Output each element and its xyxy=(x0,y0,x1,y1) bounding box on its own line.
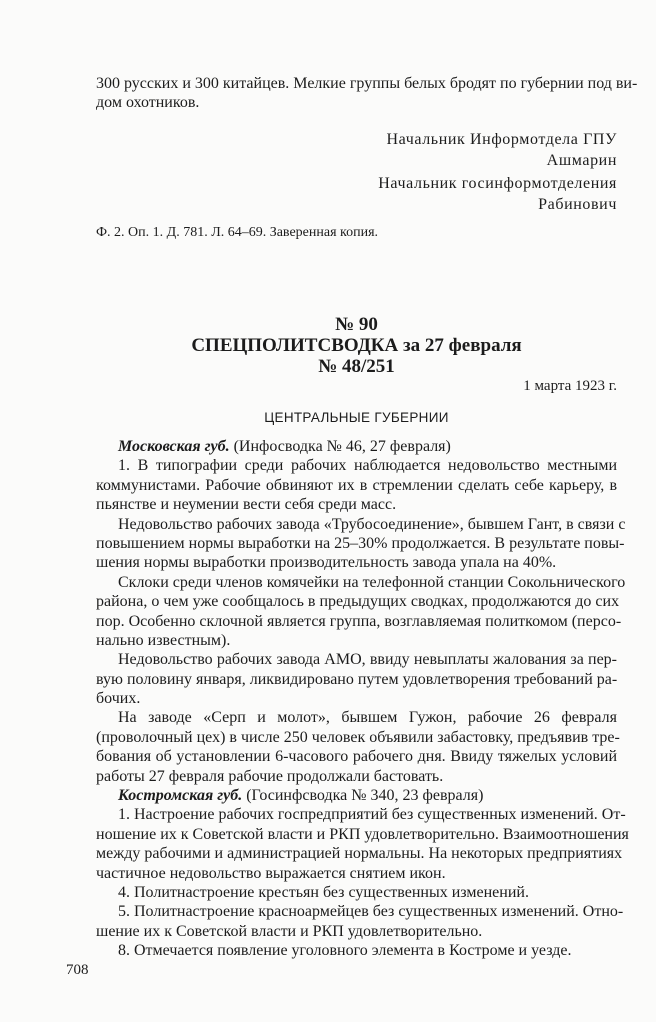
text-line: бования об установлении 6-часового рабочего дня. Ввиду тяжелых условий xyxy=(96,748,617,766)
text-line: (проволочный цех) в числе 250 человек объявили забастовку, предъявив тре- xyxy=(96,728,620,746)
document-sub-number: № 48/251 xyxy=(318,356,395,377)
region-source: (Госинфсводка № 340, 23 февраля) xyxy=(242,787,484,805)
regions xyxy=(96,437,629,961)
text-line: пор. Особенно склочной является группа, возглавляемая политкомом (персо- xyxy=(96,612,622,630)
text-line: Недовольство рабочих завода «Трубосоединение», бывшем Гант, в связи с xyxy=(118,515,626,533)
signature-block xyxy=(96,129,617,215)
region-source: (Инфосводка № 46, 27 февраля) xyxy=(229,438,451,455)
text-line: частичное недовольство выражается снятием икон. xyxy=(96,864,446,882)
document-date: 1 марта 1923 г. xyxy=(523,378,617,394)
text-line: 5. Политнастроение красноармейцев без существенных изменений. Отно- xyxy=(118,903,624,921)
paragraph xyxy=(96,883,617,902)
document-number: № 90 xyxy=(335,314,378,335)
text-line: пьянстве и неумении вести себя среди масс. xyxy=(96,496,397,514)
document-header xyxy=(96,314,617,377)
text-line: работы 27 февраля рабочие продолжали бастовать. xyxy=(96,767,444,785)
paragraph xyxy=(96,573,626,651)
signature-title: Начальник госинформотделения xyxy=(378,175,617,192)
text-line: дом охотников. xyxy=(96,94,200,112)
page-number: 708 xyxy=(66,962,89,978)
text-line: нально известным). xyxy=(96,631,231,649)
text-line: района, о чем уже сообщалось в предыдущих сводках, продолжаются до сих xyxy=(96,593,620,611)
text-line: вую половину января, ликвидировано путем удовлетворения требований ра- xyxy=(96,670,618,688)
text-line: бочих. xyxy=(96,690,141,708)
region-heading xyxy=(96,437,617,456)
paragraph xyxy=(96,515,626,573)
text-line: повышением нормы выработки на 25–30% продолжается. В результате повы- xyxy=(96,534,625,552)
text-line: 300 русских и 300 китайцев. Мелкие группы белых бродят по губернии под ви- xyxy=(96,75,638,92)
region-name: Московская губ. xyxy=(118,438,230,455)
text-line: На заводе «Серп и молот», бывшем Гужон, рабочие 26 февраля xyxy=(118,709,617,727)
text-line: Недовольство рабочих завода АМО, ввиду невыплаты жалования за пер- xyxy=(118,651,617,669)
text-line: Склоки среди членов комячейки на телефонной станции Сокольнического xyxy=(118,573,626,591)
paragraph xyxy=(96,708,620,786)
text-line: шение их к Советской власти и РКП удовлетворительно. xyxy=(96,922,483,940)
paragraph xyxy=(96,902,624,941)
region-name: Костромская губ. xyxy=(118,787,243,805)
document-title: СПЕЦПОЛИТСВОДКА за 27 февраля xyxy=(191,335,522,356)
text-line: 1. В типографии среди рабочих наблюдается недовольство местными xyxy=(118,457,617,475)
intro-paragraph xyxy=(96,74,638,113)
signature-title: Начальник Информотдела ГПУ xyxy=(386,131,617,148)
text-line: шения нормы выработки производительность завода упала на 40%. xyxy=(96,554,557,572)
region-heading xyxy=(96,786,617,805)
signature-name: Ашмарин xyxy=(546,152,617,169)
paragraph xyxy=(96,941,617,960)
text-line: 4. Политнастроение крестьян без существенных изменений. xyxy=(118,883,529,901)
text-line: 1. Настроение рабочих госпредприятий без существенных изменений. От- xyxy=(118,806,626,824)
text-line: 8. Отмечается появление уголовного элемента в Костроме и уезде. xyxy=(118,942,572,960)
text-line: между рабочими и администрацией нормальны. На некоторых предприятиях xyxy=(96,845,623,863)
text-line: коммунистами. Рабочие обвиняют их в стремлении сделать себе карьеру, в xyxy=(96,476,617,494)
signature-name: Рабинович xyxy=(538,196,617,213)
section-heading: ЦЕНТРАЛЬНЫЕ ГУБЕРНИИ xyxy=(264,410,449,425)
archive-reference: Ф. 2. Оп. 1. Д. 781. Л. 64–69. Заверенная копия. xyxy=(96,225,379,240)
paragraph xyxy=(96,805,629,883)
paragraph xyxy=(96,650,617,708)
text-line: ношение их к Советской власти и РКП удовлетворительно. Взаимоотношения xyxy=(96,825,629,843)
paragraph xyxy=(96,456,617,514)
